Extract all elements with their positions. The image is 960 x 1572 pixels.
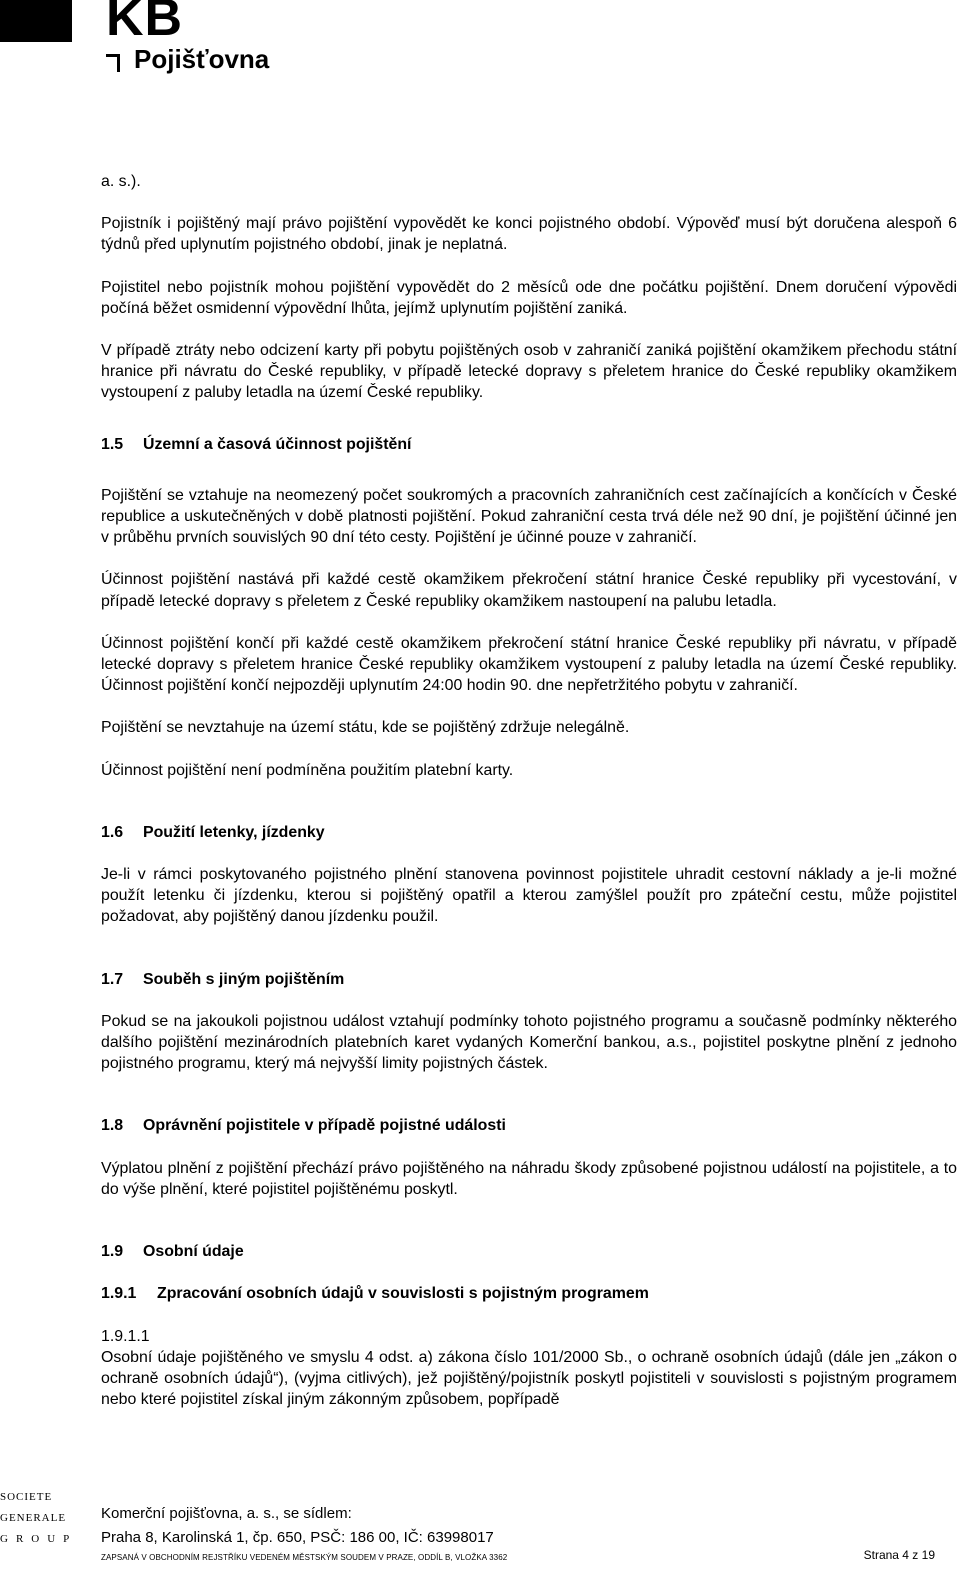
footer-company <box>101 1502 494 1550</box>
section-number: 1.9 <box>101 1243 124 1261</box>
paragraph: Výplatou plnění z pojištění přechází právo pojištěného na náhradu škody způsobené pojistnou událostí na pojistitele, a to do výše plnění, které pojistitel pojištěnému poskytl. <box>101 1159 957 1198</box>
paragraph: Je-li v rámci poskytovaného pojistného plnění stanovena povinnost pojistitele uhradit cestovní náklady a je-li možné použít letenku či jízdenku, kterou si pojištěný opatřil a kterou zamýšlel použít pro zpáteční cestu, může pojistitel požadovat, aby pojištěný danou jízdenku použil. <box>101 866 957 926</box>
footer-company-name: Komerční pojišťovna, a. s., se sídlem: <box>101 1505 352 1522</box>
section-number: 1.5 <box>101 435 124 453</box>
kb-pojistovna-logo <box>0 0 300 80</box>
sg-line: SOCIETE <box>0 1491 53 1503</box>
section-title: Souběh s jiným pojištěním <box>143 970 345 988</box>
section-number: 1.8 <box>101 1117 124 1135</box>
document-body <box>101 171 957 1410</box>
paragraph: Pojištění se nevztahuje na území státu, kde se pojištěný zdržuje nelegálně. <box>101 719 630 737</box>
section-title: Zpracování osobních údajů v souvislosti s pojistným programem <box>157 1285 649 1303</box>
section-heading-1-7 <box>101 969 957 990</box>
footer-address: Praha 8, Karolinská 1, čp. 650, PSČ: 186 00, IČ: 63998017 <box>101 1529 494 1546</box>
section-number: 1.7 <box>101 970 124 988</box>
section-heading-1-8 <box>101 1115 957 1136</box>
logo-brand-text: Pojišťovna <box>134 44 270 74</box>
section-heading-1-9 <box>101 1241 957 1262</box>
paragraph: Osobní údaje pojištěného ve smyslu 4 odst. a) zákona číslo 101/2000 Sb., o ochraně osobních údajů (dále jen „zákon o ochraně osobních údajů“), (vyjma citlivých), jež pojištěný/pojistník poskytl pojistiteli v souvislosti s pojistným programem nebo které pojistitel získal jiným zákonným způsobem, popřípadě <box>101 1348 957 1409</box>
subsection-number: 1.9.1.1 <box>101 1327 150 1345</box>
sg-line: GROUP <box>0 1533 78 1545</box>
paragraph: Pojistník i pojištěný mají právo pojištění vypovědět ke konci pojistného období. Výpověď musí být doručena alespoň 6 týdnů před uplynutím pojistného období, jinak je neplatná. <box>101 215 957 254</box>
paragraph: Pokud se na jakoukoli pojistnou událost vztahují podmínky tohoto pojistného programu a současně podmínky některého dalšího pojištění mezinárodních platebních karet vydaných Komerční bankou, a.s., pojistitel poskytne plnění z jednoho pojistného programu, který má nejvyšší limity pojistných částek. <box>101 1012 957 1073</box>
paragraph: Účinnost pojištění nastává při každé cestě okamžikem překročení státní hranice České republiky při vycestování, v případě letecké dopravy s přeletem z České republiky okamžikem nastoupení na palubu letadla. <box>101 571 957 610</box>
section-title: Použití letenky, jízdenky <box>143 823 325 841</box>
logo-corner-mark <box>106 54 120 72</box>
paragraph: a. s.). <box>101 173 141 190</box>
section-title: Oprávnění pojistitele v případě pojistné události <box>143 1117 506 1135</box>
section-heading-1-5 <box>101 434 957 455</box>
section-title: Osobní údaje <box>143 1243 244 1261</box>
footer-registry: ZAPSANÁ V OBCHODNÍM REJSTŘÍKU VEDENÉM MĚSTSKÝM SOUDEM V PRAZE, ODDÍL B, VLOŽKA 3362 <box>101 1553 508 1562</box>
logo-black-block <box>0 0 72 42</box>
sg-line: GENERALE <box>0 1512 67 1524</box>
section-number: 1.6 <box>101 823 124 841</box>
page-number: Strana 4 z 19 <box>863 1548 935 1562</box>
logo-kb-text: KB <box>106 0 184 47</box>
paragraph: Účinnost pojištění není podmíněna použitím platební karty. <box>101 761 514 779</box>
paragraph: V případě ztráty nebo odcizení karty při pobytu pojištěných osob v zahraničí zaniká pojištění okamžikem přechodu státní hranice při návratu do České republiky, v případě letecké dopravy s přeletem hranice do České republiky okamžikem vystoupení z paluby letadla na území České republiky. <box>101 342 957 402</box>
paragraph: Pojistitel nebo pojistník mohou pojištění vypovědět do 2 měsíců ode dne počátku pojištění. Dnem doručení výpovědi počíná běžet osmidenní výpovědní lhůta, jejímž uplynutím pojištění zaniká. <box>101 278 957 317</box>
societe-generale-logo <box>0 1487 80 1550</box>
section-heading-1-9-1 <box>101 1283 957 1304</box>
paragraph: Účinnost pojištění končí při každé cestě okamžikem překročení státní hranice České republiky při návratu, v případě letecké dopravy s přeletem hranice České republiky okamžikem vystoupení z paluby letadla na území České republiky. Účinnost pojištění končí nejpozději uplynutím 24:00 hodin 90. dne nepřetržitého pobytu v zahraničí. <box>101 634 957 695</box>
paragraph: Pojištění se vztahuje na neomezený počet soukromých a pracovních zahraničních cest začínajících a končících v České republice a uskutečněných v době platnosti pojištění. Pokud zahraniční cesta trvá déle než 90 dní, je pojištění účinné jen v průběhu prvních souvislých 90 dní této cesty. Pojištění je účinné pouze v zahraničí. <box>101 486 957 547</box>
section-title: Územní a časová účinnost pojištění <box>143 435 412 453</box>
section-heading-1-6 <box>101 822 957 843</box>
section-number: 1.9.1 <box>101 1285 137 1303</box>
